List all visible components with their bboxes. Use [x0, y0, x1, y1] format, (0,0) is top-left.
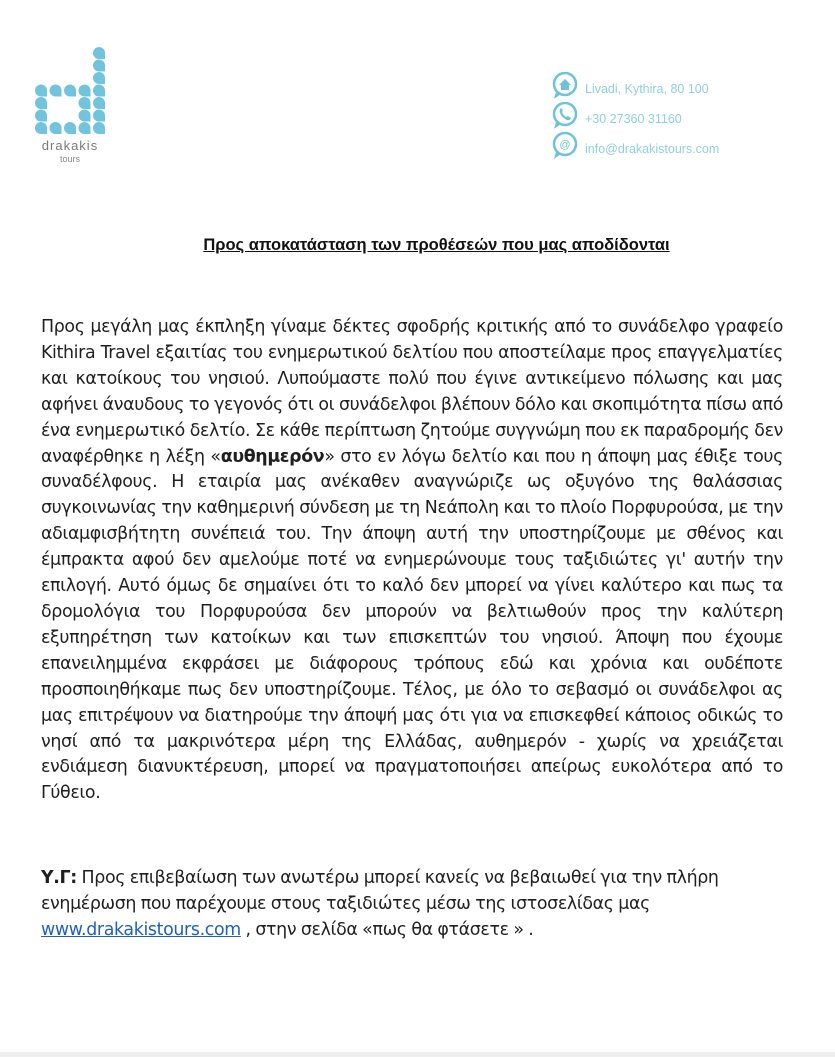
website-link[interactable]: www.drakakistours.com	[41, 919, 241, 940]
logo-petal	[93, 60, 105, 72]
logo-petal	[35, 122, 47, 134]
logo-petal	[93, 110, 105, 122]
contact-email	[552, 128, 719, 158]
body-text-part-2: » στο εν λόγω δελτίο και που η άποψη μας έθιξε τους συναδέλφους. Η εταιρία μας ανέκαθεν αναγνώριζε ως οξυγόνο της θαλάσσιας συγκοινωνίας την καθημερινή σύνδεση με τη Νεάπολη και το πλοίο Πορφυρούσα, με την αδιαμφισβήτητη συνέπειά του. Την άποψη αυτή την υποστηρίζουμε με σθένος και έμπρακτα αφού δεν αμελούμε ποτέ να ενημερώνουμε τους ταξιδιώτες γι' αυτήν την επιλογή. Αυτό όμως δε σημαίνει ότι το καλό δεν μπορεί να γίνει καλύτερο και πως τα δρομολόγια του Πορφυρούσα δεν μπορούν να βελτιωθούν προς την καλύτερη εξυπηρέτηση των κατοίκων και των επισκεπτών του νησιού. Άποψη που έχουμε επανειλημμένα εκφράσει με διάφορους τρόπους εδώ και χρόνια και ουδέποτε προσποιηθήκαμε πως δεν υποστηρίζουμε. Τέλος, με όλο το σεβασμό οι συνάδελφοι ας μας επιτρέψουν να διατηρούμε την άποψή μας ότι για να επισκεφθεί κάποιος οδικώς το νησί από τα μακρινότερα μέρη της Ελλάδας, αυθημερόν - χωρίς να χρειάζεται ενδιάμεση διανυκτέρευση, μπορεί να πραγματοποιήσει απείρως ευκολότερα από το Γύθειο.	[41, 446, 784, 804]
logo-petal	[79, 97, 91, 109]
svg-text:@: @	[559, 139, 571, 151]
logo-petal	[35, 85, 47, 97]
logo-petal	[93, 122, 105, 134]
contact-address	[552, 68, 719, 98]
contact-phone	[552, 98, 719, 128]
logo-subtitle: tours	[59, 154, 80, 164]
logo-petal	[50, 122, 62, 134]
logo-petal	[93, 85, 105, 97]
logo-petal	[93, 47, 105, 59]
ps-text-2: , στην σελίδα «πως θα φτάσετε » .	[240, 919, 534, 940]
bold-word: αυθημερόν	[220, 446, 325, 467]
logo-petal	[93, 97, 105, 109]
logo-wordmark: drakakis	[41, 138, 99, 153]
logo-petal	[50, 85, 62, 97]
logo-petal	[64, 122, 76, 134]
document-body	[41, 315, 783, 807]
contact-info	[552, 68, 719, 158]
logo-mark-icon	[34, 46, 106, 136]
logo-petal	[93, 72, 105, 84]
logo-petal	[35, 97, 47, 109]
document-title: Προς αποκατάσταση των προθέσεών που μας αποδίδονται	[203, 236, 670, 254]
logo-petal	[79, 85, 91, 97]
ps-label: Υ.Γ:	[41, 868, 77, 888]
postscript	[41, 866, 783, 944]
home-icon	[552, 72, 578, 98]
phone-text: +30 27360 31160	[585, 112, 682, 126]
page-bottom-edge	[0, 1052, 835, 1057]
at-icon	[552, 132, 578, 158]
address-text: Livadi, Kythira, 80 100	[585, 82, 709, 96]
logo-petal	[79, 122, 91, 134]
ps-text-1: Προς επιβεβαίωση των ανωτέρω μπορεί κανείς να βεβαιωθεί για την πλήρη ενημέρωση που παρέχουμε στους ταξιδιώτες μέσω της ιστοσελίδας μας	[41, 868, 719, 914]
phone-icon	[552, 102, 578, 128]
email-text[interactable]: info@drakakistours.com	[585, 142, 720, 156]
body-text-part-1: Προς μεγάλη μας έκπληξη γίναμε δέκτες σφοδρής κριτικής από το συνάδελφο γραφείο Kithira Travel εξαιτίας του ενημερωτικού δελτίου που αποστείλαμε προς επαγγελματίες και κατοίκους του νησιού. Λυπούμαστε πολύ που έγινε αντικείμενο πόλωσης και μας αφήνει άναυδους το γεγονός ότι οι συνάδελφοι βλέπουν δόλο και σκοπιμότητα πίσω από ένα ενημερωτικό δελτίο. Σε κάθε περίπτωση ζητούμε συγγνώμη που εκ παραδρομής δεν αναφέρθηκε η λέξη «	[41, 317, 783, 467]
logo-petal	[79, 110, 91, 122]
logo-petal	[64, 85, 76, 97]
logo-petal	[35, 110, 47, 122]
